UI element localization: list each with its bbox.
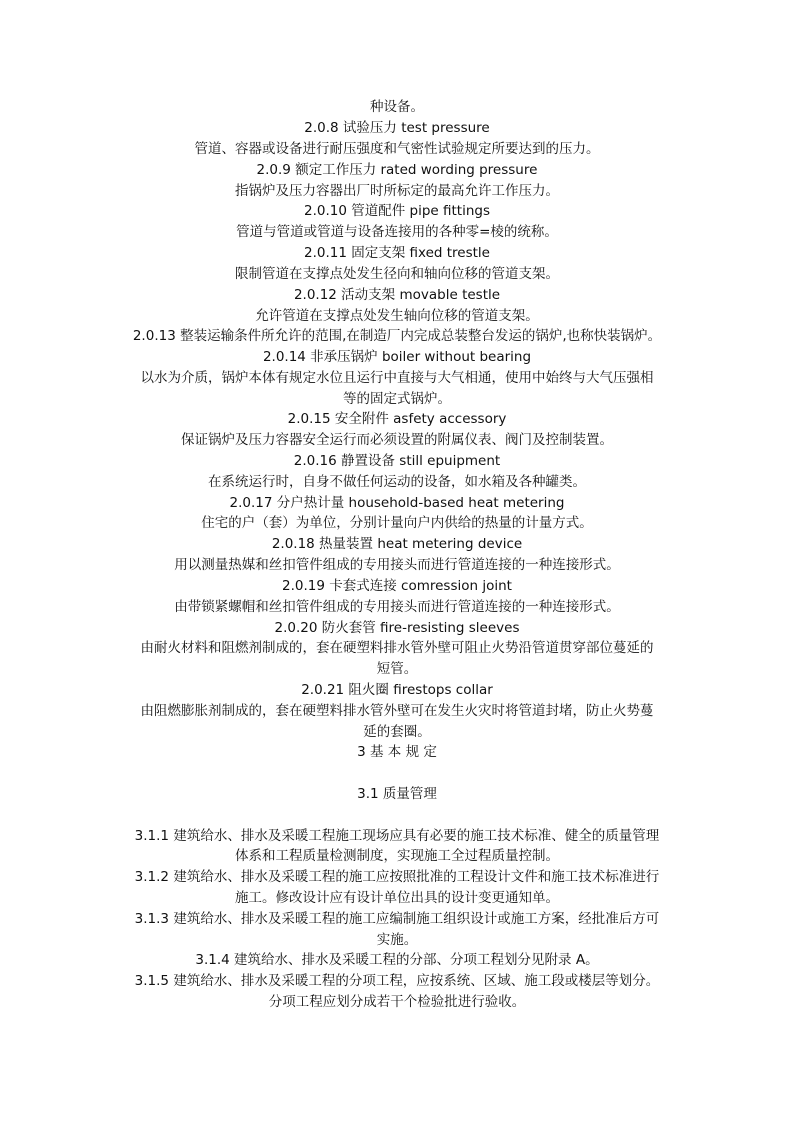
clause-3-1-5: 3.1.5 建筑给水、排水及采暖工程的分项工程，应按系统、区域、施工段或楼层等划分。 bbox=[134, 973, 660, 989]
text-line: 管道与管道或管道与设备连接用的各种零=棱的统称。 bbox=[236, 224, 558, 240]
clause-heading-2-0-8: 2.0.8 试验压力 test pressure bbox=[304, 120, 490, 136]
section-heading: 3.1 质量管理 bbox=[357, 786, 437, 802]
clause-heading-2-0-19: 2.0.19 卡套式连接 comression joint bbox=[282, 578, 512, 594]
clause-heading-2-0-17: 2.0.17 分户热计量 household-based heat metering bbox=[229, 495, 565, 511]
clause-heading-2-0-11: 2.0.11 固定支架 fixed trestle bbox=[303, 245, 490, 261]
clause-3-1-3: 3.1.3 建筑给水、排水及采暖工程的施工应编制施工组织设计或施工方案，经批准后方可 bbox=[134, 911, 660, 927]
chapter-heading: 3 基 本 规 定 bbox=[357, 744, 437, 760]
clause-heading-2-0-12: 2.0.12 活动支架 movable testle bbox=[293, 287, 501, 303]
clause-3-1-2: 3.1.2 建筑给水、排水及采暖工程的施工应按照批准的工程设计文件和施工技术标准进行 bbox=[134, 869, 660, 885]
clause-3-1-4: 3.1.4 建筑给水、排水及采暖工程的分部、分项工程划分见附录 A。 bbox=[195, 952, 599, 968]
text-line: 施工。修改设计应有设计单位出具的设计变更通知单。 bbox=[235, 890, 559, 906]
clause-2-0-13: 2.0.13 整装运输条件所允许的范围,在制造厂内完成总装整台发运的锅炉,也称快装锅炉。 bbox=[132, 328, 662, 344]
text-line: 体系和工程质量检测制度，实现施工全过程质量控制。 bbox=[235, 848, 559, 864]
text-line: 用以测量热媒和丝扣管件组成的专用接头而进行管道连接的一种连接形式。 bbox=[174, 557, 620, 573]
text-line: 管道、容器或设备进行耐压强度和气密性试验规定所要达到的压力。 bbox=[194, 141, 600, 157]
text-line: 由阻燃膨胀剂制成的，套在硬塑料排水管外壁可在发生火灾时将管道封堵，防止火势蔓 bbox=[140, 703, 654, 719]
text-line: 延的套圈。 bbox=[363, 724, 431, 740]
text-line: 实施。 bbox=[376, 932, 418, 948]
clause-heading-2-0-10: 2.0.10 管道配件 pipe fittings bbox=[303, 203, 490, 219]
clause-heading-2-0-20: 2.0.20 防火套管 fire-resisting sleeves bbox=[274, 620, 520, 636]
clause-heading-2-0-9: 2.0.9 额定工作压力 rated wording pressure bbox=[256, 162, 538, 178]
text-line: 由带锁紧螺帽和丝扣管件组成的专用接头而进行管道连接的一种连接形式。 bbox=[174, 599, 620, 615]
text-line: 短管。 bbox=[376, 661, 418, 677]
text-line: 在系统运行时，自身不做任何运动的设备，如水箱及各种罐类。 bbox=[208, 474, 586, 490]
clause-heading-2-0-14: 2.0.14 非承压锅炉 boiler without bearing bbox=[262, 349, 532, 365]
clause-heading-2-0-18: 2.0.18 热量装置 heat metering device bbox=[271, 536, 523, 552]
text-line: 以水为介质，锅炉本体有规定水位且运行中直接与大气相通，使用中始终与大气压强相 bbox=[140, 370, 654, 386]
text-line: 由耐火材料和阻燃剂制成的，套在硬塑料排水管外壁可阻止火势沿管道贯穿部位蔓延的 bbox=[140, 640, 654, 656]
text-line: 指锅炉及压力容器出厂时所标定的最高允许工作压力。 bbox=[235, 183, 559, 199]
text-line: 分项工程应划分成若干个检验批进行验收。 bbox=[268, 994, 526, 1010]
clause-heading-2-0-16: 2.0.16 静置设备 still epuipment bbox=[293, 453, 501, 469]
text-line: 种设备。 bbox=[370, 99, 424, 115]
clause-heading-2-0-15: 2.0.15 安全附件 asfety accessory bbox=[287, 411, 507, 427]
text-line: 保证锅炉及压力容器安全运行而必须设置的附属仪表、阀门及控制装置。 bbox=[181, 432, 613, 448]
clause-heading-2-0-21: 2.0.21 阻火圈 firestops collar bbox=[301, 682, 493, 698]
clause-3-1-1: 3.1.1 建筑给水、排水及采暖工程施工现场应具有必要的施工技术标准、健全的质量管理 bbox=[134, 828, 660, 844]
text-line: 允许管道在支撑点处发生轴向位移的管道支架。 bbox=[255, 308, 539, 324]
text-line: 住宅的户（套）为单位，分别计量向户内供给的热量的计量方式。 bbox=[201, 515, 593, 531]
text-line: 等的固定式锅炉。 bbox=[343, 391, 451, 407]
text-line: 限制管道在支撑点处发生径向和轴向位移的管道支架。 bbox=[235, 266, 559, 282]
